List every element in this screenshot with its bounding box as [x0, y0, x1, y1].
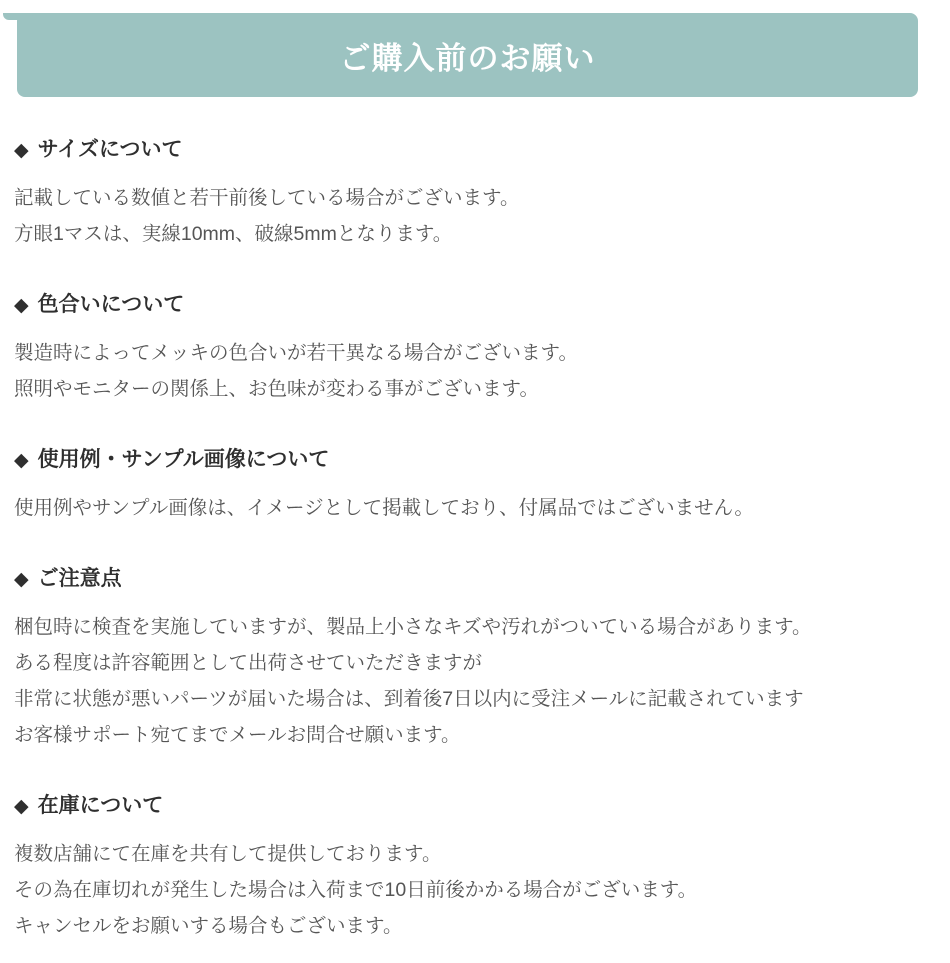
- diamond-bullet-icon: ◆: [14, 450, 29, 471]
- paragraph-line: その為在庫切れが発生した場合は入荷まで10日前後かかる場合がございます。: [14, 879, 698, 901]
- notice-section: [14, 137, 920, 252]
- notice-section: [14, 292, 920, 407]
- section-title: ご注意点: [37, 567, 122, 590]
- diamond-bullet-icon: ◆: [14, 569, 29, 590]
- section-title: 使用例・サンプル画像について: [37, 448, 330, 471]
- paragraph-line: 記載している数値と若干前後している場合がございます。: [14, 187, 520, 209]
- diamond-bullet-icon: ◆: [14, 295, 29, 316]
- section-title: サイズについて: [37, 138, 183, 161]
- paragraph-line: お客様サポート宛てまでメールお問合せ願います。: [14, 724, 461, 746]
- notice-section: [14, 566, 920, 753]
- section-heading: [14, 566, 920, 593]
- section-title: 在庫について: [37, 794, 164, 817]
- paragraph-line: ある程度は許容範囲として出荷させていただきますが: [14, 652, 483, 674]
- paragraph-line: 照明やモニターの関係上、お色味が変わる事がございます。: [14, 378, 539, 400]
- section-heading: [14, 447, 920, 474]
- notice-content: [0, 137, 950, 944]
- section-paragraph: [14, 836, 920, 944]
- notice-section: [14, 793, 920, 944]
- page-title: ご購入前のお願い: [339, 40, 596, 76]
- paragraph-line: 非常に状態が悪いパーツが届いた場合は、到着後7日以内に受注メールに記載されています: [14, 688, 804, 710]
- section-paragraph: [14, 490, 920, 526]
- section-heading: [14, 292, 920, 319]
- paragraph-line: キャンセルをお願いする場合もございます。: [14, 915, 403, 937]
- section-paragraph: [14, 180, 920, 252]
- notice-banner: [17, 13, 918, 97]
- paragraph-line: 方眼1マスは、実線10mm、破線5mmとなります。: [14, 223, 453, 245]
- diamond-bullet-icon: ◆: [14, 140, 29, 161]
- section-heading: [14, 793, 920, 820]
- diamond-bullet-icon: ◆: [14, 796, 29, 817]
- section-paragraph: [14, 609, 920, 753]
- section-paragraph: [14, 335, 920, 407]
- paragraph-line: 使用例やサンプル画像は、イメージとして掲載しており、付属品ではございません。: [14, 497, 754, 519]
- section-heading: [14, 137, 920, 164]
- paragraph-line: 複数店舗にて在庫を共有して提供しております。: [14, 843, 442, 865]
- paragraph-line: 製造時によってメッキの色合いが若干異なる場合がございます。: [14, 342, 578, 364]
- notice-section: [14, 447, 920, 526]
- cropped-previous-banner-fragment: [3, 13, 33, 20]
- paragraph-line: 梱包時に検査を実施していますが、製品上小さなキズや汚れがついている場合があります。: [14, 616, 812, 638]
- section-title: 色合いについて: [37, 293, 185, 316]
